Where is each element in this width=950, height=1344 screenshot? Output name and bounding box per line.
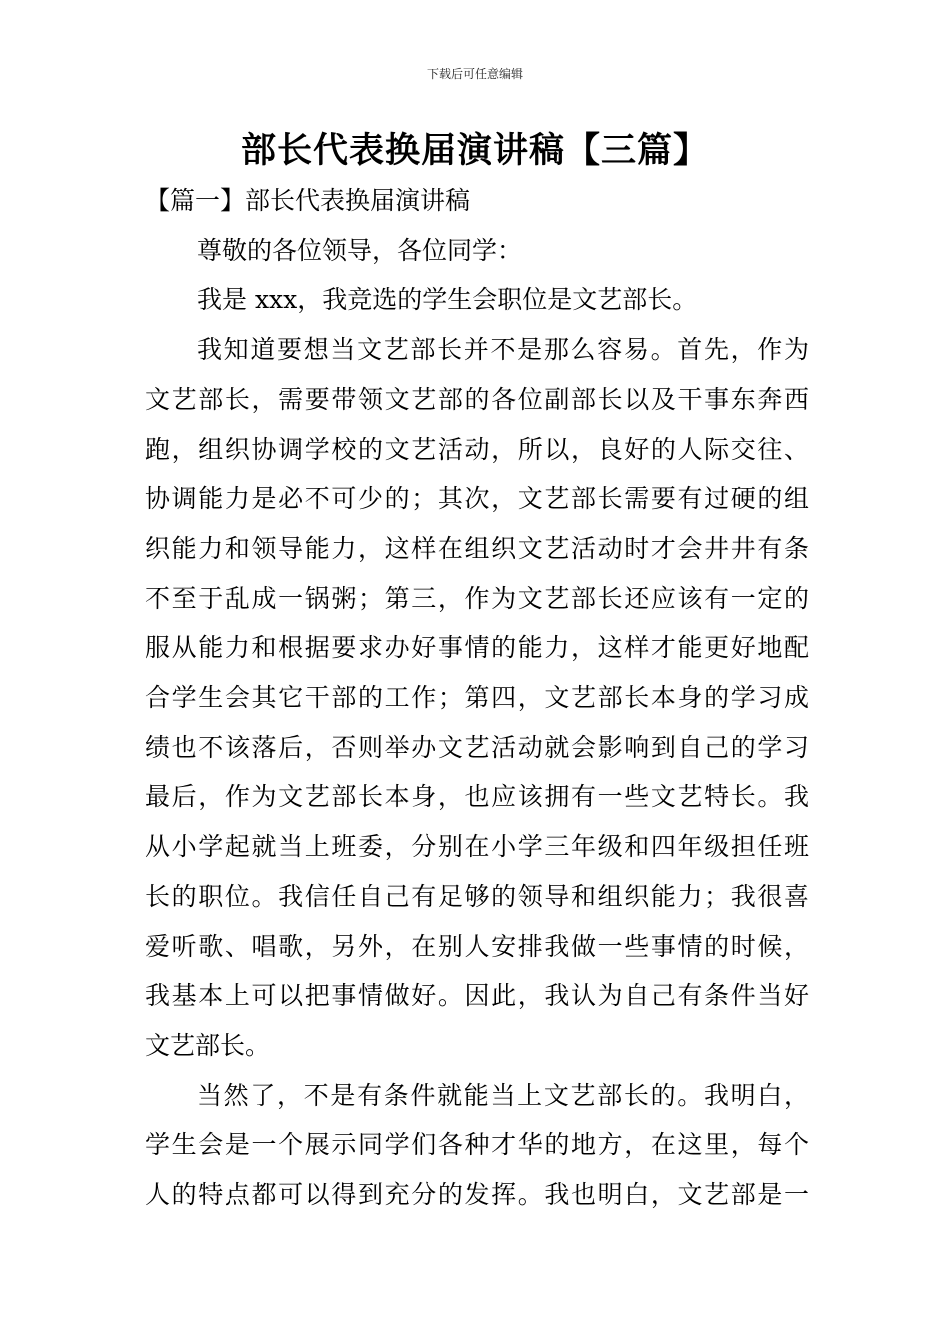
paragraph-line: 最后，作为文艺部长本身，也应该拥有一些文艺特长。我 <box>145 782 809 812</box>
paragraph-line: 我知道要想当文艺部长并不是那么容易。首先，作为 <box>197 335 809 365</box>
paragraph-line: 合学生会其它干部的工作；第四，文艺部长本身的学习成 <box>145 683 809 713</box>
document-title: 部长代表换届演讲稿【三篇】 <box>240 130 709 171</box>
paragraph-line: 爱听歌、唱歌，另外，在别人安排我做一些事情的时候， <box>145 931 809 961</box>
paragraph-line: 学生会是一个展示同学们各种才华的地方，在这里，每个 <box>145 1130 809 1160</box>
paragraph-line: 我基本上可以把事情做好。因此，我认为自己有条件当好 <box>145 981 809 1011</box>
paragraph-line: 文艺部长。 <box>145 1030 271 1060</box>
paragraph-line: 绩也不该落后，否则举办文艺活动就会影响到自己的学习 <box>145 732 809 762</box>
paragraph-line: 织能力和领导能力，这样在组织文艺活动时才会井井有条 <box>145 533 809 563</box>
paragraph-line: 跑，组织协调学校的文艺活动，所以，良好的人际交往、 <box>145 434 809 464</box>
paragraph-line: 我是 xxx，我竞选的学生会职位是文艺部长。 <box>197 285 698 315</box>
paragraph-line: 不至于乱成一锅粥；第三，作为文艺部长还应该有一定的 <box>145 583 809 613</box>
paragraph-line: 当然了，不是有条件就能当上文艺部长的。我明白， <box>197 1080 809 1110</box>
section-heading: 【篇一】部长代表换届演讲稿 <box>145 186 471 215</box>
header-note: 下载后可任意编辑 <box>426 67 523 81</box>
paragraph-line: 尊敬的各位领导，各位同学： <box>197 235 523 265</box>
paragraph-line: 人的特点都可以得到充分的发挥。我也明白，文艺部是一 <box>145 1180 809 1210</box>
paragraph-line: 服从能力和根据要求办好事情的能力，这样才能更好地配 <box>145 633 809 663</box>
paragraph-line: 长的职位。我信任自己有足够的领导和组织能力；我很喜 <box>145 881 809 911</box>
paragraph-line: 协调能力是必不可少的；其次，文艺部长需要有过硬的组 <box>145 484 809 514</box>
document-body <box>145 176 809 1220</box>
paragraph-line: 文艺部长，需要带领文艺部的各位副部长以及干事东奔西 <box>145 384 809 414</box>
paragraph-line: 从小学起就当上班委，分别在小学三年级和四年级担任班 <box>145 832 809 862</box>
